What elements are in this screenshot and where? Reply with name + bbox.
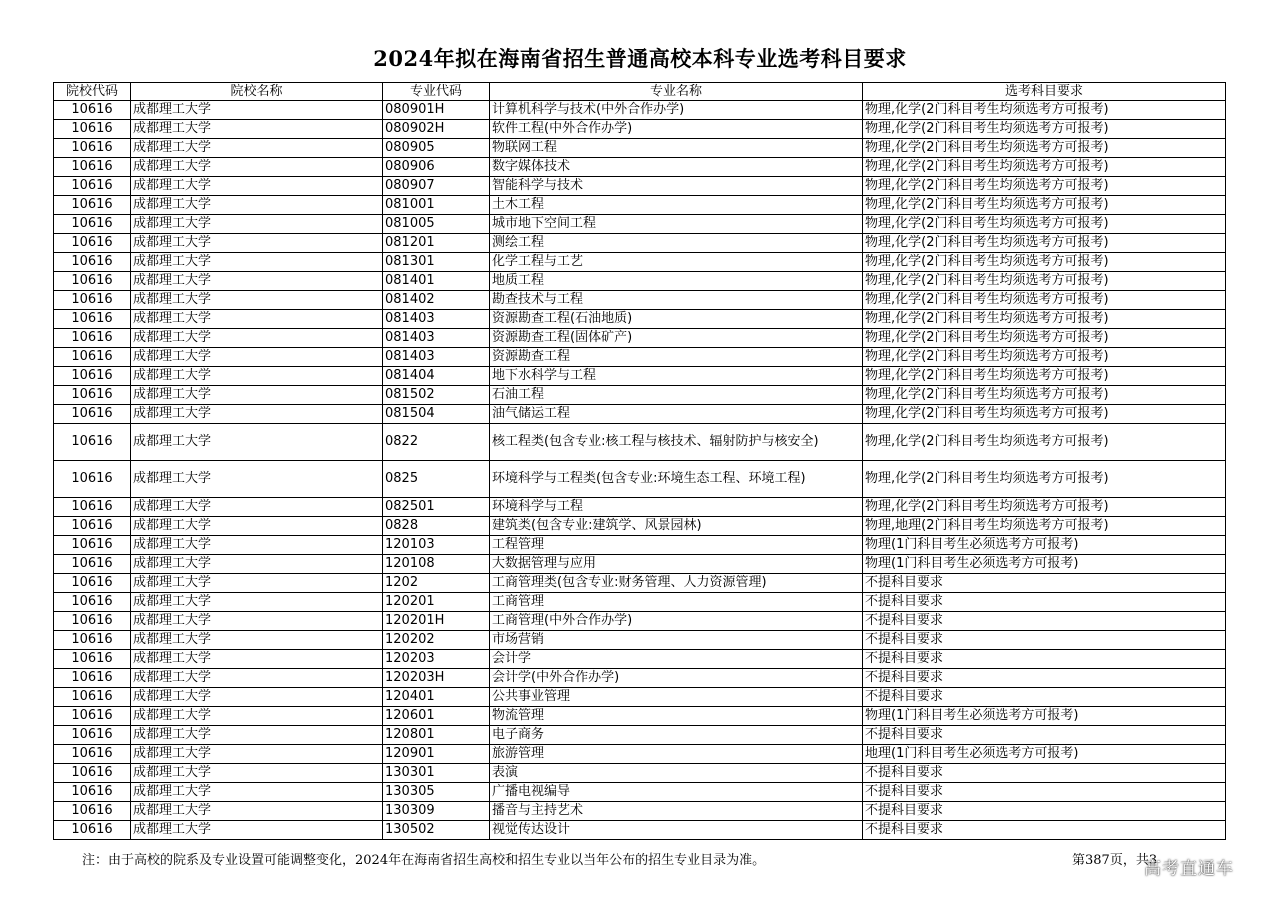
table-row bbox=[54, 101, 1226, 120]
table-row bbox=[54, 555, 1226, 574]
subject-requirement-cell: 物理(1门科目考生必须选考方可报考) bbox=[863, 555, 1226, 574]
table-row bbox=[54, 726, 1226, 745]
major-code-cell: 081403 bbox=[383, 348, 490, 367]
subject-requirement-cell: 物理,化学(2门科目考生均须选考方可报考) bbox=[863, 215, 1226, 234]
major-name-cell: 大数据管理与应用 bbox=[490, 555, 863, 574]
school-code-cell: 10616 bbox=[54, 215, 131, 234]
major-name-cell: 测绘工程 bbox=[490, 234, 863, 253]
major-code-cell: 081001 bbox=[383, 196, 490, 215]
major-name-cell: 物联网工程 bbox=[490, 139, 863, 158]
subject-requirement-cell: 物理,化学(2门科目考生均须选考方可报考) bbox=[863, 498, 1226, 517]
header-major-name: 专业名称 bbox=[490, 83, 863, 101]
major-code-cell: 0825 bbox=[383, 461, 490, 498]
table-body bbox=[54, 101, 1226, 840]
school-name-cell: 成都理工大学 bbox=[131, 177, 383, 196]
school-code-cell: 10616 bbox=[54, 367, 131, 386]
footnote: 注：由于高校的院系及专业设置可能调整变化，2024年在海南省招生高校和招生专业以当年公布的招生专业目录为准。 bbox=[82, 853, 766, 868]
school-name-cell: 成都理工大学 bbox=[131, 310, 383, 329]
major-name-cell: 资源勘查工程(固体矿产) bbox=[490, 329, 863, 348]
table-row bbox=[54, 461, 1226, 498]
subject-requirement-cell: 物理,化学(2门科目考生均须选考方可报考) bbox=[863, 158, 1226, 177]
major-name-cell: 工商管理(中外合作办学) bbox=[490, 612, 863, 631]
major-name-cell: 会计学 bbox=[490, 650, 863, 669]
school-name-cell: 成都理工大学 bbox=[131, 329, 383, 348]
subject-requirement-cell: 物理,化学(2门科目考生均须选考方可报考) bbox=[863, 139, 1226, 158]
major-name-cell: 数字媒体技术 bbox=[490, 158, 863, 177]
subject-requirement-cell: 不提科目要求 bbox=[863, 669, 1226, 688]
table-row bbox=[54, 158, 1226, 177]
major-code-cell: 081402 bbox=[383, 291, 490, 310]
school-name-cell: 成都理工大学 bbox=[131, 424, 383, 461]
major-name-cell: 土木工程 bbox=[490, 196, 863, 215]
school-name-cell: 成都理工大学 bbox=[131, 593, 383, 612]
major-name-cell: 旅游管理 bbox=[490, 745, 863, 764]
subject-requirement-cell: 物理,化学(2门科目考生均须选考方可报考) bbox=[863, 461, 1226, 498]
major-code-cell: 081401 bbox=[383, 272, 490, 291]
subject-requirement-cell: 物理,化学(2门科目考生均须选考方可报考) bbox=[863, 424, 1226, 461]
major-code-cell: 120202 bbox=[383, 631, 490, 650]
school-code-cell: 10616 bbox=[54, 517, 131, 536]
school-name-cell: 成都理工大学 bbox=[131, 726, 383, 745]
school-name-cell: 成都理工大学 bbox=[131, 253, 383, 272]
major-name-cell: 软件工程(中外合作办学) bbox=[490, 120, 863, 139]
major-code-cell: 120103 bbox=[383, 536, 490, 555]
major-code-cell: 130301 bbox=[383, 764, 490, 783]
school-name-cell: 成都理工大学 bbox=[131, 348, 383, 367]
major-code-cell: 120203H bbox=[383, 669, 490, 688]
major-code-cell: 080905 bbox=[383, 139, 490, 158]
major-name-cell: 化学工程与工艺 bbox=[490, 253, 863, 272]
major-name-cell: 会计学(中外合作办学) bbox=[490, 669, 863, 688]
table-row bbox=[54, 593, 1226, 612]
major-code-cell: 120108 bbox=[383, 555, 490, 574]
school-name-cell: 成都理工大学 bbox=[131, 574, 383, 593]
major-name-cell: 市场营销 bbox=[490, 631, 863, 650]
school-name-cell: 成都理工大学 bbox=[131, 802, 383, 821]
school-code-cell: 10616 bbox=[54, 158, 131, 177]
school-code-cell: 10616 bbox=[54, 821, 131, 840]
major-code-cell: 080901H bbox=[383, 101, 490, 120]
table-row bbox=[54, 574, 1226, 593]
school-code-cell: 10616 bbox=[54, 291, 131, 310]
major-code-cell: 081504 bbox=[383, 405, 490, 424]
school-code-cell: 10616 bbox=[54, 253, 131, 272]
subject-requirement-cell: 物理,化学(2门科目考生均须选考方可报考) bbox=[863, 386, 1226, 405]
subject-requirement-cell: 物理,化学(2门科目考生均须选考方可报考) bbox=[863, 310, 1226, 329]
subject-requirement-cell: 物理,化学(2门科目考生均须选考方可报考) bbox=[863, 291, 1226, 310]
major-name-cell: 地质工程 bbox=[490, 272, 863, 291]
major-name-cell: 环境科学与工程 bbox=[490, 498, 863, 517]
school-code-cell: 10616 bbox=[54, 745, 131, 764]
major-code-cell: 120203 bbox=[383, 650, 490, 669]
school-code-cell: 10616 bbox=[54, 177, 131, 196]
school-code-cell: 10616 bbox=[54, 424, 131, 461]
school-name-cell: 成都理工大学 bbox=[131, 764, 383, 783]
table-row bbox=[54, 367, 1226, 386]
major-name-cell: 工商管理 bbox=[490, 593, 863, 612]
school-code-cell: 10616 bbox=[54, 783, 131, 802]
school-code-cell: 10616 bbox=[54, 650, 131, 669]
subject-requirement-cell: 不提科目要求 bbox=[863, 631, 1226, 650]
table-row bbox=[54, 272, 1226, 291]
school-code-cell: 10616 bbox=[54, 707, 131, 726]
school-code-cell: 10616 bbox=[54, 802, 131, 821]
subject-requirement-cell: 物理,化学(2门科目考生均须选考方可报考) bbox=[863, 234, 1226, 253]
school-name-cell: 成都理工大学 bbox=[131, 367, 383, 386]
school-code-cell: 10616 bbox=[54, 386, 131, 405]
major-name-cell: 石油工程 bbox=[490, 386, 863, 405]
header-school-name: 院校名称 bbox=[131, 83, 383, 101]
header-subject-requirement: 选考科目要求 bbox=[863, 83, 1226, 101]
table-row bbox=[54, 498, 1226, 517]
school-name-cell: 成都理工大学 bbox=[131, 498, 383, 517]
subject-requirement-cell: 物理,化学(2门科目考生均须选考方可报考) bbox=[863, 196, 1226, 215]
major-name-cell: 视觉传达设计 bbox=[490, 821, 863, 840]
school-code-cell: 10616 bbox=[54, 536, 131, 555]
school-name-cell: 成都理工大学 bbox=[131, 612, 383, 631]
school-code-cell: 10616 bbox=[54, 726, 131, 745]
subject-requirement-cell: 不提科目要求 bbox=[863, 650, 1226, 669]
subject-requirement-cell: 物理,化学(2门科目考生均须选考方可报考) bbox=[863, 272, 1226, 291]
major-code-cell: 080907 bbox=[383, 177, 490, 196]
subject-requirement-cell: 物理(1门科目考生必须选考方可报考) bbox=[863, 707, 1226, 726]
major-name-cell: 油气储运工程 bbox=[490, 405, 863, 424]
school-code-cell: 10616 bbox=[54, 612, 131, 631]
major-code-cell: 081403 bbox=[383, 310, 490, 329]
major-code-cell: 081201 bbox=[383, 234, 490, 253]
school-code-cell: 10616 bbox=[54, 764, 131, 783]
table-row bbox=[54, 234, 1226, 253]
major-name-cell: 广播电视编导 bbox=[490, 783, 863, 802]
major-name-cell: 建筑类(包含专业:建筑学、风景园林) bbox=[490, 517, 863, 536]
school-code-cell: 10616 bbox=[54, 101, 131, 120]
school-code-cell: 10616 bbox=[54, 329, 131, 348]
table-row bbox=[54, 424, 1226, 461]
table-row bbox=[54, 215, 1226, 234]
subject-requirement-cell: 物理(1门科目考生必须选考方可报考) bbox=[863, 536, 1226, 555]
major-code-cell: 120401 bbox=[383, 688, 490, 707]
table-row bbox=[54, 764, 1226, 783]
school-name-cell: 成都理工大学 bbox=[131, 821, 383, 840]
table-row bbox=[54, 669, 1226, 688]
school-code-cell: 10616 bbox=[54, 555, 131, 574]
header-school-code: 院校代码 bbox=[54, 83, 131, 101]
subject-requirement-cell: 不提科目要求 bbox=[863, 726, 1226, 745]
major-code-cell: 0822 bbox=[383, 424, 490, 461]
school-name-cell: 成都理工大学 bbox=[131, 707, 383, 726]
watermark: 高考直通车 bbox=[1144, 859, 1234, 879]
school-name-cell: 成都理工大学 bbox=[131, 650, 383, 669]
major-name-cell: 工程管理 bbox=[490, 536, 863, 555]
table-row bbox=[54, 631, 1226, 650]
table-row bbox=[54, 139, 1226, 158]
school-name-cell: 成都理工大学 bbox=[131, 234, 383, 253]
major-name-cell: 物流管理 bbox=[490, 707, 863, 726]
subject-requirement-cell: 物理,化学(2门科目考生均须选考方可报考) bbox=[863, 120, 1226, 139]
major-code-cell: 081301 bbox=[383, 253, 490, 272]
school-name-cell: 成都理工大学 bbox=[131, 196, 383, 215]
major-name-cell: 电子商务 bbox=[490, 726, 863, 745]
school-name-cell: 成都理工大学 bbox=[131, 745, 383, 764]
major-code-cell: 080906 bbox=[383, 158, 490, 177]
table-row bbox=[54, 120, 1226, 139]
header-major-code: 专业代码 bbox=[383, 83, 490, 101]
major-name-cell: 播音与主持艺术 bbox=[490, 802, 863, 821]
subject-requirement-cell: 物理,化学(2门科目考生均须选考方可报考) bbox=[863, 405, 1226, 424]
table-row bbox=[54, 745, 1226, 764]
major-name-cell: 工商管理类(包含专业:财务管理、人力资源管理) bbox=[490, 574, 863, 593]
major-code-cell: 080902H bbox=[383, 120, 490, 139]
page-title: 2024年拟在海南省招生普通高校本科专业选考科目要求 bbox=[373, 46, 907, 71]
major-code-cell: 120201 bbox=[383, 593, 490, 612]
subject-requirement-cell: 不提科目要求 bbox=[863, 802, 1226, 821]
table-row bbox=[54, 517, 1226, 536]
major-name-cell: 核工程类(包含专业:核工程与核技术、辐射防护与核安全) bbox=[490, 424, 863, 461]
major-name-cell: 智能科学与技术 bbox=[490, 177, 863, 196]
major-code-cell: 120801 bbox=[383, 726, 490, 745]
major-name-cell: 资源勘查工程(石油地质) bbox=[490, 310, 863, 329]
school-code-cell: 10616 bbox=[54, 139, 131, 158]
school-code-cell: 10616 bbox=[54, 234, 131, 253]
subject-requirement-cell: 地理(1门科目考生必须选考方可报考) bbox=[863, 745, 1226, 764]
school-name-cell: 成都理工大学 bbox=[131, 386, 383, 405]
school-name-cell: 成都理工大学 bbox=[131, 461, 383, 498]
school-name-cell: 成都理工大学 bbox=[131, 631, 383, 650]
subject-requirement-cell: 不提科目要求 bbox=[863, 688, 1226, 707]
table-row bbox=[54, 707, 1226, 726]
subject-requirement-cell: 不提科目要求 bbox=[863, 593, 1226, 612]
subject-requirement-cell: 物理,化学(2门科目考生均须选考方可报考) bbox=[863, 177, 1226, 196]
major-code-cell: 130305 bbox=[383, 783, 490, 802]
school-code-cell: 10616 bbox=[54, 310, 131, 329]
table-row bbox=[54, 783, 1226, 802]
major-code-cell: 120601 bbox=[383, 707, 490, 726]
table-row bbox=[54, 821, 1226, 840]
table-row bbox=[54, 612, 1226, 631]
major-code-cell: 0828 bbox=[383, 517, 490, 536]
major-name-cell: 公共事业管理 bbox=[490, 688, 863, 707]
table-row bbox=[54, 253, 1226, 272]
table-row bbox=[54, 348, 1226, 367]
school-name-cell: 成都理工大学 bbox=[131, 517, 383, 536]
table-row bbox=[54, 405, 1226, 424]
major-name-cell: 环境科学与工程类(包含专业:环境生态工程、环境工程) bbox=[490, 461, 863, 498]
major-code-cell: 130502 bbox=[383, 821, 490, 840]
major-name-cell: 资源勘查工程 bbox=[490, 348, 863, 367]
table-row bbox=[54, 177, 1226, 196]
subject-requirement-cell: 物理,化学(2门科目考生均须选考方可报考) bbox=[863, 367, 1226, 386]
subject-requirement-cell: 不提科目要求 bbox=[863, 783, 1226, 802]
subject-requirement-cell: 物理,化学(2门科目考生均须选考方可报考) bbox=[863, 253, 1226, 272]
subject-requirement-cell: 不提科目要求 bbox=[863, 764, 1226, 783]
table-row bbox=[54, 196, 1226, 215]
major-code-cell: 130309 bbox=[383, 802, 490, 821]
table-row bbox=[54, 329, 1226, 348]
major-code-cell: 082501 bbox=[383, 498, 490, 517]
major-name-cell: 勘查技术与工程 bbox=[490, 291, 863, 310]
school-name-cell: 成都理工大学 bbox=[131, 215, 383, 234]
table-row bbox=[54, 802, 1226, 821]
major-code-cell: 1202 bbox=[383, 574, 490, 593]
page-number: 第387页，共3 bbox=[1072, 853, 1158, 868]
school-code-cell: 10616 bbox=[54, 688, 131, 707]
requirements-table bbox=[53, 82, 1226, 840]
school-code-cell: 10616 bbox=[54, 196, 131, 215]
school-name-cell: 成都理工大学 bbox=[131, 120, 383, 139]
major-name-cell: 地下水科学与工程 bbox=[490, 367, 863, 386]
school-name-cell: 成都理工大学 bbox=[131, 101, 383, 120]
school-code-cell: 10616 bbox=[54, 593, 131, 612]
major-name-cell: 表演 bbox=[490, 764, 863, 783]
school-name-cell: 成都理工大学 bbox=[131, 405, 383, 424]
subject-requirement-cell: 物理,地理(2门科目考生均须选考方可报考) bbox=[863, 517, 1226, 536]
table-row bbox=[54, 536, 1226, 555]
table-row bbox=[54, 688, 1226, 707]
school-code-cell: 10616 bbox=[54, 461, 131, 498]
major-code-cell: 081403 bbox=[383, 329, 490, 348]
major-code-cell: 081502 bbox=[383, 386, 490, 405]
school-name-cell: 成都理工大学 bbox=[131, 291, 383, 310]
school-name-cell: 成都理工大学 bbox=[131, 272, 383, 291]
school-name-cell: 成都理工大学 bbox=[131, 783, 383, 802]
table-row bbox=[54, 310, 1226, 329]
major-name-cell: 城市地下空间工程 bbox=[490, 215, 863, 234]
major-name-cell: 计算机科学与技术(中外合作办学) bbox=[490, 101, 863, 120]
subject-requirement-cell: 不提科目要求 bbox=[863, 574, 1226, 593]
school-code-cell: 10616 bbox=[54, 669, 131, 688]
school-name-cell: 成都理工大学 bbox=[131, 688, 383, 707]
subject-requirement-cell: 物理,化学(2门科目考生均须选考方可报考) bbox=[863, 101, 1226, 120]
table-row bbox=[54, 386, 1226, 405]
school-code-cell: 10616 bbox=[54, 272, 131, 291]
table-row bbox=[54, 650, 1226, 669]
school-code-cell: 10616 bbox=[54, 120, 131, 139]
school-code-cell: 10616 bbox=[54, 498, 131, 517]
table-row bbox=[54, 291, 1226, 310]
school-name-cell: 成都理工大学 bbox=[131, 536, 383, 555]
school-name-cell: 成都理工大学 bbox=[131, 669, 383, 688]
major-code-cell: 081005 bbox=[383, 215, 490, 234]
subject-requirement-cell: 不提科目要求 bbox=[863, 821, 1226, 840]
major-code-cell: 120201H bbox=[383, 612, 490, 631]
school-name-cell: 成都理工大学 bbox=[131, 555, 383, 574]
school-code-cell: 10616 bbox=[54, 574, 131, 593]
school-code-cell: 10616 bbox=[54, 348, 131, 367]
major-code-cell: 120901 bbox=[383, 745, 490, 764]
school-name-cell: 成都理工大学 bbox=[131, 158, 383, 177]
subject-requirement-cell: 物理,化学(2门科目考生均须选考方可报考) bbox=[863, 329, 1226, 348]
subject-requirement-cell: 物理,化学(2门科目考生均须选考方可报考) bbox=[863, 348, 1226, 367]
school-name-cell: 成都理工大学 bbox=[131, 139, 383, 158]
subject-requirement-cell: 不提科目要求 bbox=[863, 612, 1226, 631]
table-header-row bbox=[54, 83, 1226, 101]
major-code-cell: 081404 bbox=[383, 367, 490, 386]
school-code-cell: 10616 bbox=[54, 631, 131, 650]
school-code-cell: 10616 bbox=[54, 405, 131, 424]
